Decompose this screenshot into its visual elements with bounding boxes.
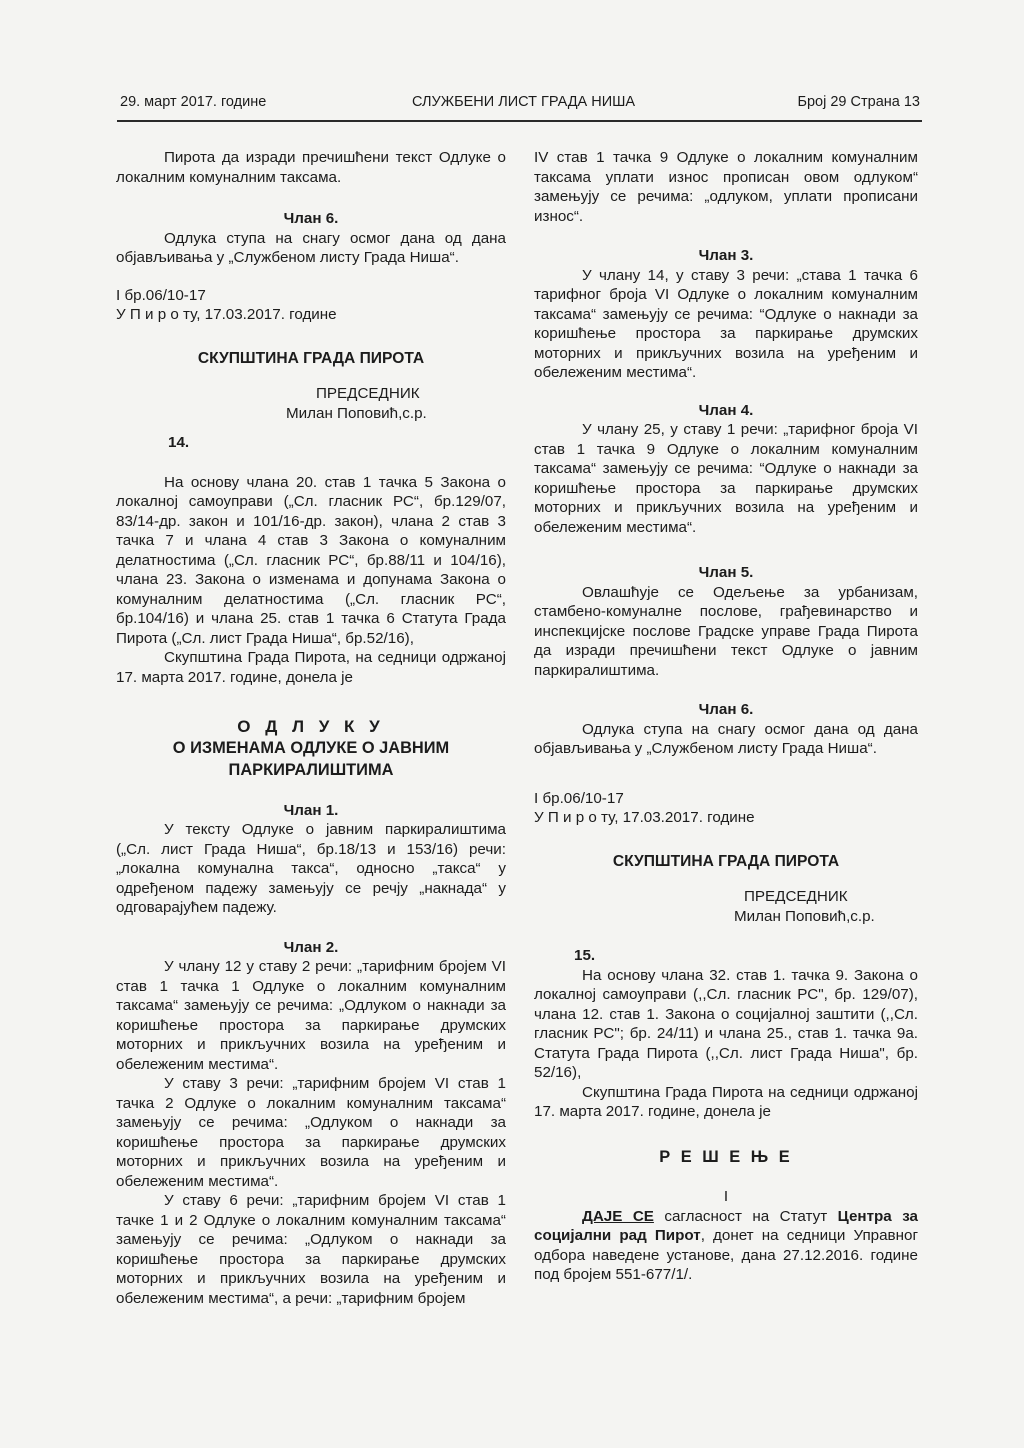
left-column [116, 148, 506, 1308]
left-item-number: 14. [168, 434, 190, 451]
right-column [534, 148, 918, 1285]
right-item-number: 15. [574, 947, 596, 964]
left-president-name: Милан Поповић,с.р. [286, 404, 427, 422]
right-president-name: Милан Поповић,с.р. [734, 907, 875, 925]
right-legal-basis: На основу члана 32. став 1. тачка 9. Закона о локалној самоуправи (,,Сл. гласник РС", бр. 129/07), члана 12. став 1. Закона о социјалној заштити (,,Сл. гласник РС"; бр. 24/11) и члана 25., став 1. тачка 9а. Статута Града Пирота (,,Сл. лист Града Ниша", бр. 52/16), [534, 966, 918, 1081]
left-article-6-text: Одлука ступа на снагу осмог дана од дана објављивања у „Службеном листу Града Ниша“. [116, 229, 506, 266]
consent-text-b: , донет на седници Управног одбора наведене установе, дана 27.12.2016. године под бројем 551-677/1/. [534, 1227, 918, 1283]
resolution-section-number: I [723, 1188, 729, 1205]
article-5-text: Овлашћује се Одељење за урбанизам, стамбено-комуналне послове, грађевинарство и инспекцијске послове Градске управе Града Пирота да изради пречишћени текст Одлуке о јавним паркиралиштима. [534, 583, 918, 679]
article-2-paragraph-1: У члану 12 у ставу 2 речи: „тарифним бројем VI став 1 тачка 1 Одлуке о локалним комуналним таксама“ замењују се речима: „Одлуком о накнади за коришћење простора за паркирање друмских моторних и прикључних возила на уређеним и обележеним местима“. [116, 958, 506, 1073]
left-intro-text: Пирота да изради пречишћени текст Одлуке о локалним комуналним таксама. [116, 149, 506, 186]
article-5-title: Члан 5. [698, 564, 754, 581]
right-reference-number: I бр.06/10-17 [534, 789, 624, 807]
decision-subtitle: О ИЗМЕНАМА ОДЛУКЕ О ЈАВНИМ ПАРКИРАЛИШТИМА [172, 738, 450, 779]
article-2-paragraph-3: У ставу 6 речи: „тарифним бројем VI став 1 тачке 1 и 2 Одлуке о локалним комуналним таксама“ замењују се речима: „Одлуком о накнади за коришћење простора за паркирање друмских моторних и прикључних возила на уређеним и обележеним местима“, а речи: „тарифним бројем [116, 1192, 506, 1307]
consent-institution: Центра за социјални рад Пирот [534, 1207, 918, 1244]
left-article-6-title: Члан 6. [283, 210, 339, 227]
article-4-title: Члан 4. [698, 401, 754, 419]
article-1-text: У тексту Одлуке о јавним паркиралиштима („Сл. лист Града Ниша“, бр.18/13 и 153/16) речи: „локална комунална такса“, односно „такса“ у одређеном падежу замењују се речју „накнада“ у одговарајућем падежу. [116, 821, 506, 916]
article-2-title: Члан 2. [283, 938, 339, 956]
article-1-title: Члан 1. [283, 801, 339, 819]
right-assembly-name: СКУПШТИНА ГРАДА ПИРОТА [612, 852, 840, 870]
page-header [117, 90, 922, 116]
decision-title: О Д Л У К У [237, 717, 385, 736]
right-adopted-statement: Скупштина Града Пирота на седници одржаној 17. марта 2017. године, донела је [534, 1083, 918, 1120]
header-rule [117, 120, 922, 122]
left-president-title: ПРЕДСЕДНИК [316, 385, 420, 402]
right-president-title: ПРЕДСЕДНИК [744, 888, 848, 905]
left-assembly-name: СКУПШТИНА ГРАДА ПИРОТА [197, 349, 425, 367]
consent-text-a: сагласност на Статут [653, 1207, 838, 1225]
resolution-title: Р Е Ш Е Њ Е [659, 1147, 793, 1166]
left-reference-number: I бр.06/10-17 [116, 286, 206, 304]
resolution-consent-text [534, 1207, 918, 1285]
article-3-text: У члану 14, у ставу 3 речи: „става 1 тачка 6 тарифног броја VI Одлуке о локалним комуналним таксама“ замењују се речима: “Одлуке о накнади за коришћење простора за паркирање друмских моторних и прикључних возила на уређеним и обележеним местима“. [534, 266, 918, 381]
header-title: СЛУЖБЕНИ ЛИСТ ГРАДА НИША [412, 94, 636, 110]
right-article-6-text: Одлука ступа на снагу осмог дана од дана објављивања у „Службеном листу Града Ниша“. [534, 720, 918, 757]
left-adopted-statement: Скупштина Града Пирота, на седници одржаној 17. марта 2017. године, донела је [116, 649, 506, 686]
left-place-date: У П и р о ту, 17.03.2017. године [116, 306, 337, 323]
header-issue-page: Број 29 Страна 13 [797, 94, 920, 110]
article-2-paragraph-2: У ставу 3 речи: „тарифним бројем VI став 1 тачка 2 Одлуке о локалним комуналним таксама“ замењују се речима: „Одлуком о накнади за коришћење простора за паркирање друмских моторних и прикључних возила на уређеним и обележеним местима“. [116, 1075, 506, 1190]
article-4-text: У члану 25, у ставу 1 речи: „тарифног броја VI став 1 тачка 9 Одлуке о локалним комуналним таксама“ замењују се речима: “Одлуке о накнади за коришћење простора за паркирање друмских моторних и прикључних возила на уређеним и обележеним местима“. [534, 421, 918, 536]
article-3-title: Члан 3. [698, 247, 754, 264]
left-legal-basis: На основу члана 20. став 1 тачка 5 Закона о локалној самоуправи („Сл. гласник РС“, бр.129/07, 83/14-др. закон и 101/16-др. закон), члана 2 став 3 тачка 7 и члана 4 став 3 Закона о комуналним делатностима („Сл. гласник РС“, бр.88/11 и 104/16), члана 23. Закона о изменама и допунама Закона о комуналним делатностима („Сл. гласник РС“, бр.104/16) и члана 25. став 1 тачка 6 Статута Града Пирота („Сл. лист Града Ниша“, бр.52/16), [116, 473, 506, 647]
right-article-6-title: Члан 6. [698, 701, 754, 718]
consent-keyword: ДАЈЕ СЕ [582, 1207, 654, 1225]
right-intro-text: IV став 1 тачка 9 Одлуке о локалним комуналним таксама уплати износ прописан овом одлуком“ замењују се речима: „одлуком, уплати прописани износ“. [534, 149, 918, 225]
header-date: 29. март 2017. године [120, 94, 267, 110]
right-place-date: У П и р о ту, 17.03.2017. године [534, 809, 755, 826]
